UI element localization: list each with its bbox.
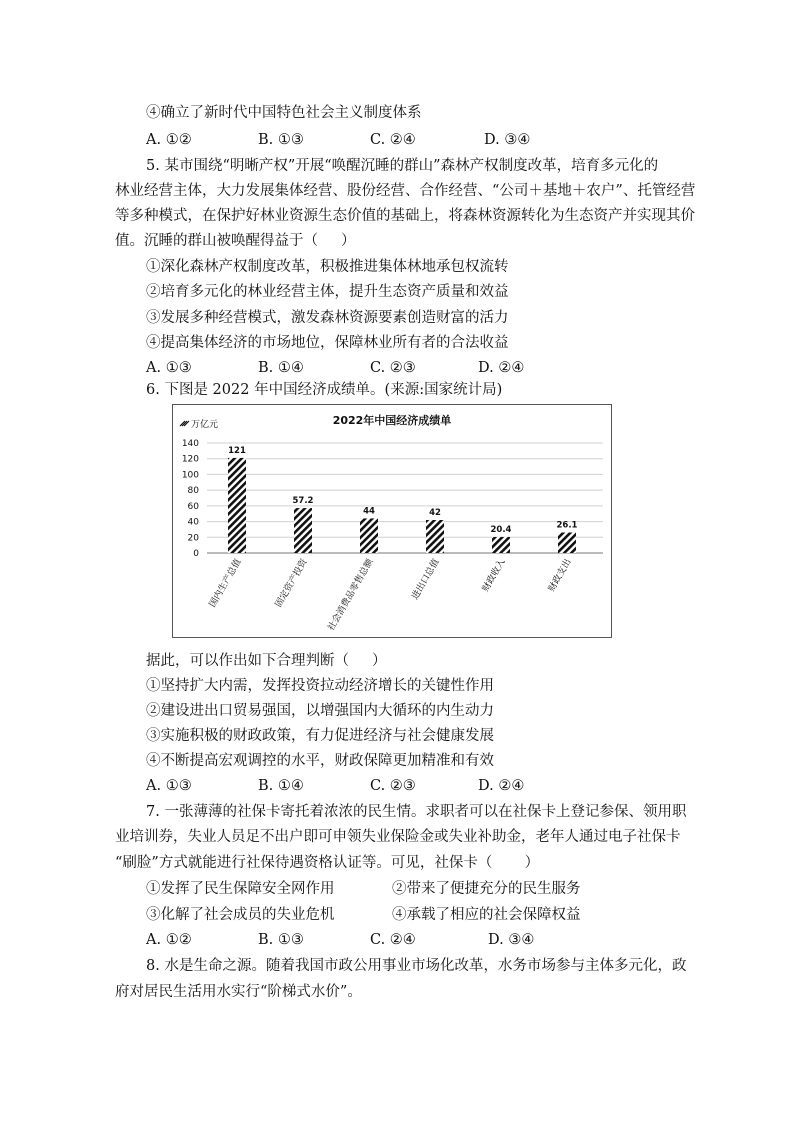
x-tick-label: 财政收入 xyxy=(480,557,508,594)
y-tick-label: 60 xyxy=(187,501,199,512)
q6-prompt: 据此，可以作出如下合理判断（ ） xyxy=(146,653,387,669)
q5-stem-line-4: 值。沉睡的群山被唤醒得益于（ ） xyxy=(115,233,356,249)
q4-option-4: ④确立了新时代中国特色社会主义制度体系 xyxy=(146,105,422,121)
q7-stem-line-3: “刷脸”方式就能进行社保待遇资格认证等。可见，社保卡（ ） xyxy=(115,855,540,871)
q7-stem-line-2: 业培训券，失业人员足不出户即可申领失业保险金或失业补助金，老年人通过电子社保卡 xyxy=(115,829,681,845)
q6-option-3: ③实施积极的财政政策，有力促进经济与社会健康发展 xyxy=(146,728,494,744)
q5-stem-line-1: 5. 某市围绕“明晰产权”开展“唤醒沉睡的群山”森林产权制度改革，培育多元化的 xyxy=(146,158,659,174)
y-tick-label: 120 xyxy=(181,454,199,465)
q5-stem-line-3: 等多种模式，在保护好林业资源生态价值的基础上，将森林资源转化为生态资产并实现其价 xyxy=(115,208,695,224)
q6-stem: 6. 下图是 2022 年中国经济成绩单。(来源:国家统计局) xyxy=(146,382,503,398)
q8-stem-line-2: 府对居民生活用水实行“阶梯式水价”。 xyxy=(115,984,362,1000)
bar-value-label: 26.1 xyxy=(556,520,578,531)
bar xyxy=(228,458,246,553)
economy-chart xyxy=(172,404,612,638)
y-tick-label: 140 xyxy=(181,439,199,449)
q7-stem-line-1: 7. 一张薄薄的社保卡寄托着浓浓的民生情。求职者可以在社保卡上登记参保、领用职 xyxy=(146,804,687,820)
x-tick-label: 社会消费品零售总额 xyxy=(326,557,376,633)
x-tick-label: 进出口总值 xyxy=(410,557,442,602)
q7-answer-a: A. ①② xyxy=(146,932,192,948)
q7-option-4: ④承载了相应的社会保障权益 xyxy=(392,907,581,923)
q7-answer-c: C. ②④ xyxy=(370,932,416,948)
q8-stem-line-1: 8. 水是生命之源。随着我国市政公用事业市场化改革，水务市场参与主体多元化，政 xyxy=(146,958,687,974)
q5-option-2: ②培育多元化的林业经营主体，提升生态资产质量和效益 xyxy=(146,284,509,300)
bar-value-label: 121 xyxy=(228,445,246,456)
y-tick-label: 80 xyxy=(187,486,199,497)
unit-marker-icon xyxy=(180,421,189,426)
q5-answer-c: C. ②③ xyxy=(370,360,416,376)
q6-answer-b: B. ①④ xyxy=(258,778,304,794)
q4-answer-a: A. ①② xyxy=(146,132,192,148)
q7-answer-b: B. ①③ xyxy=(258,932,304,948)
q4-answer-c: C. ②④ xyxy=(370,132,416,148)
bar-value-label: 44 xyxy=(363,506,375,517)
bar xyxy=(558,532,576,553)
bar xyxy=(426,520,444,553)
q6-answer-a: A. ①③ xyxy=(146,778,192,794)
q6-option-1: ①坚持扩大内需，发挥投资拉动经济增长的关键性作用 xyxy=(146,678,494,694)
bar-value-label: 42 xyxy=(429,508,441,518)
x-tick-label: 固定资产投资 xyxy=(273,557,310,610)
q5-answer-a: A. ①③ xyxy=(146,360,192,376)
bar-value-label: 57.2 xyxy=(292,496,314,507)
q4-answer-b: B. ①③ xyxy=(258,132,304,148)
q7-answer-d: D. ③④ xyxy=(488,932,535,948)
y-tick-label: 40 xyxy=(187,517,199,528)
q7-option-2: ②带来了便捷充分的民生服务 xyxy=(392,881,581,897)
x-tick-label: 国内生产总值 xyxy=(207,557,244,610)
x-tick-label: 财政支出 xyxy=(546,557,574,594)
q7-option-3: ③化解了社会成员的失业危机 xyxy=(146,907,335,923)
q5-stem-line-2: 林业经营主体，大力发展集体经营、股份经营、合作经营、“公司＋基地＋农户”、托管经营 xyxy=(115,183,696,199)
bar xyxy=(360,518,378,553)
bar xyxy=(294,508,312,553)
q6-answer-d: D. ②④ xyxy=(478,778,525,794)
y-tick-label: 0 xyxy=(193,549,199,559)
chart-canvas xyxy=(173,405,611,637)
q6-option-4: ④不断提高宏观调控的水平，财政保障更加精准和有效 xyxy=(146,753,494,769)
q6-option-2: ②建设进出口贸易强国，以增强国内大循环的内生动力 xyxy=(146,703,494,719)
y-tick-label: 100 xyxy=(181,470,199,481)
q5-option-4: ④提高集体经济的市场地位，保障林业所有者的合法收益 xyxy=(146,335,509,351)
q5-option-3: ③发展多种经营模式，激发森林资源要素创造财富的活力 xyxy=(146,310,509,326)
q7-option-1: ①发挥了民生保障安全网作用 xyxy=(146,881,335,897)
q5-option-1: ①深化森林产权制度改革，积极推进集体林地承包权流转 xyxy=(146,259,509,275)
q5-answer-d: D. ②④ xyxy=(478,360,525,376)
y-axis-unit: 万亿元 xyxy=(191,420,219,430)
bar xyxy=(492,537,510,553)
q6-answer-c: C. ②③ xyxy=(370,778,416,794)
chart-title: 2022年中国经济成绩单 xyxy=(332,414,452,427)
y-tick-label: 20 xyxy=(187,533,199,544)
bar-value-label: 20.4 xyxy=(490,524,512,535)
q5-answer-b: B. ①④ xyxy=(258,360,304,376)
q4-answer-d: D. ③④ xyxy=(484,132,531,148)
